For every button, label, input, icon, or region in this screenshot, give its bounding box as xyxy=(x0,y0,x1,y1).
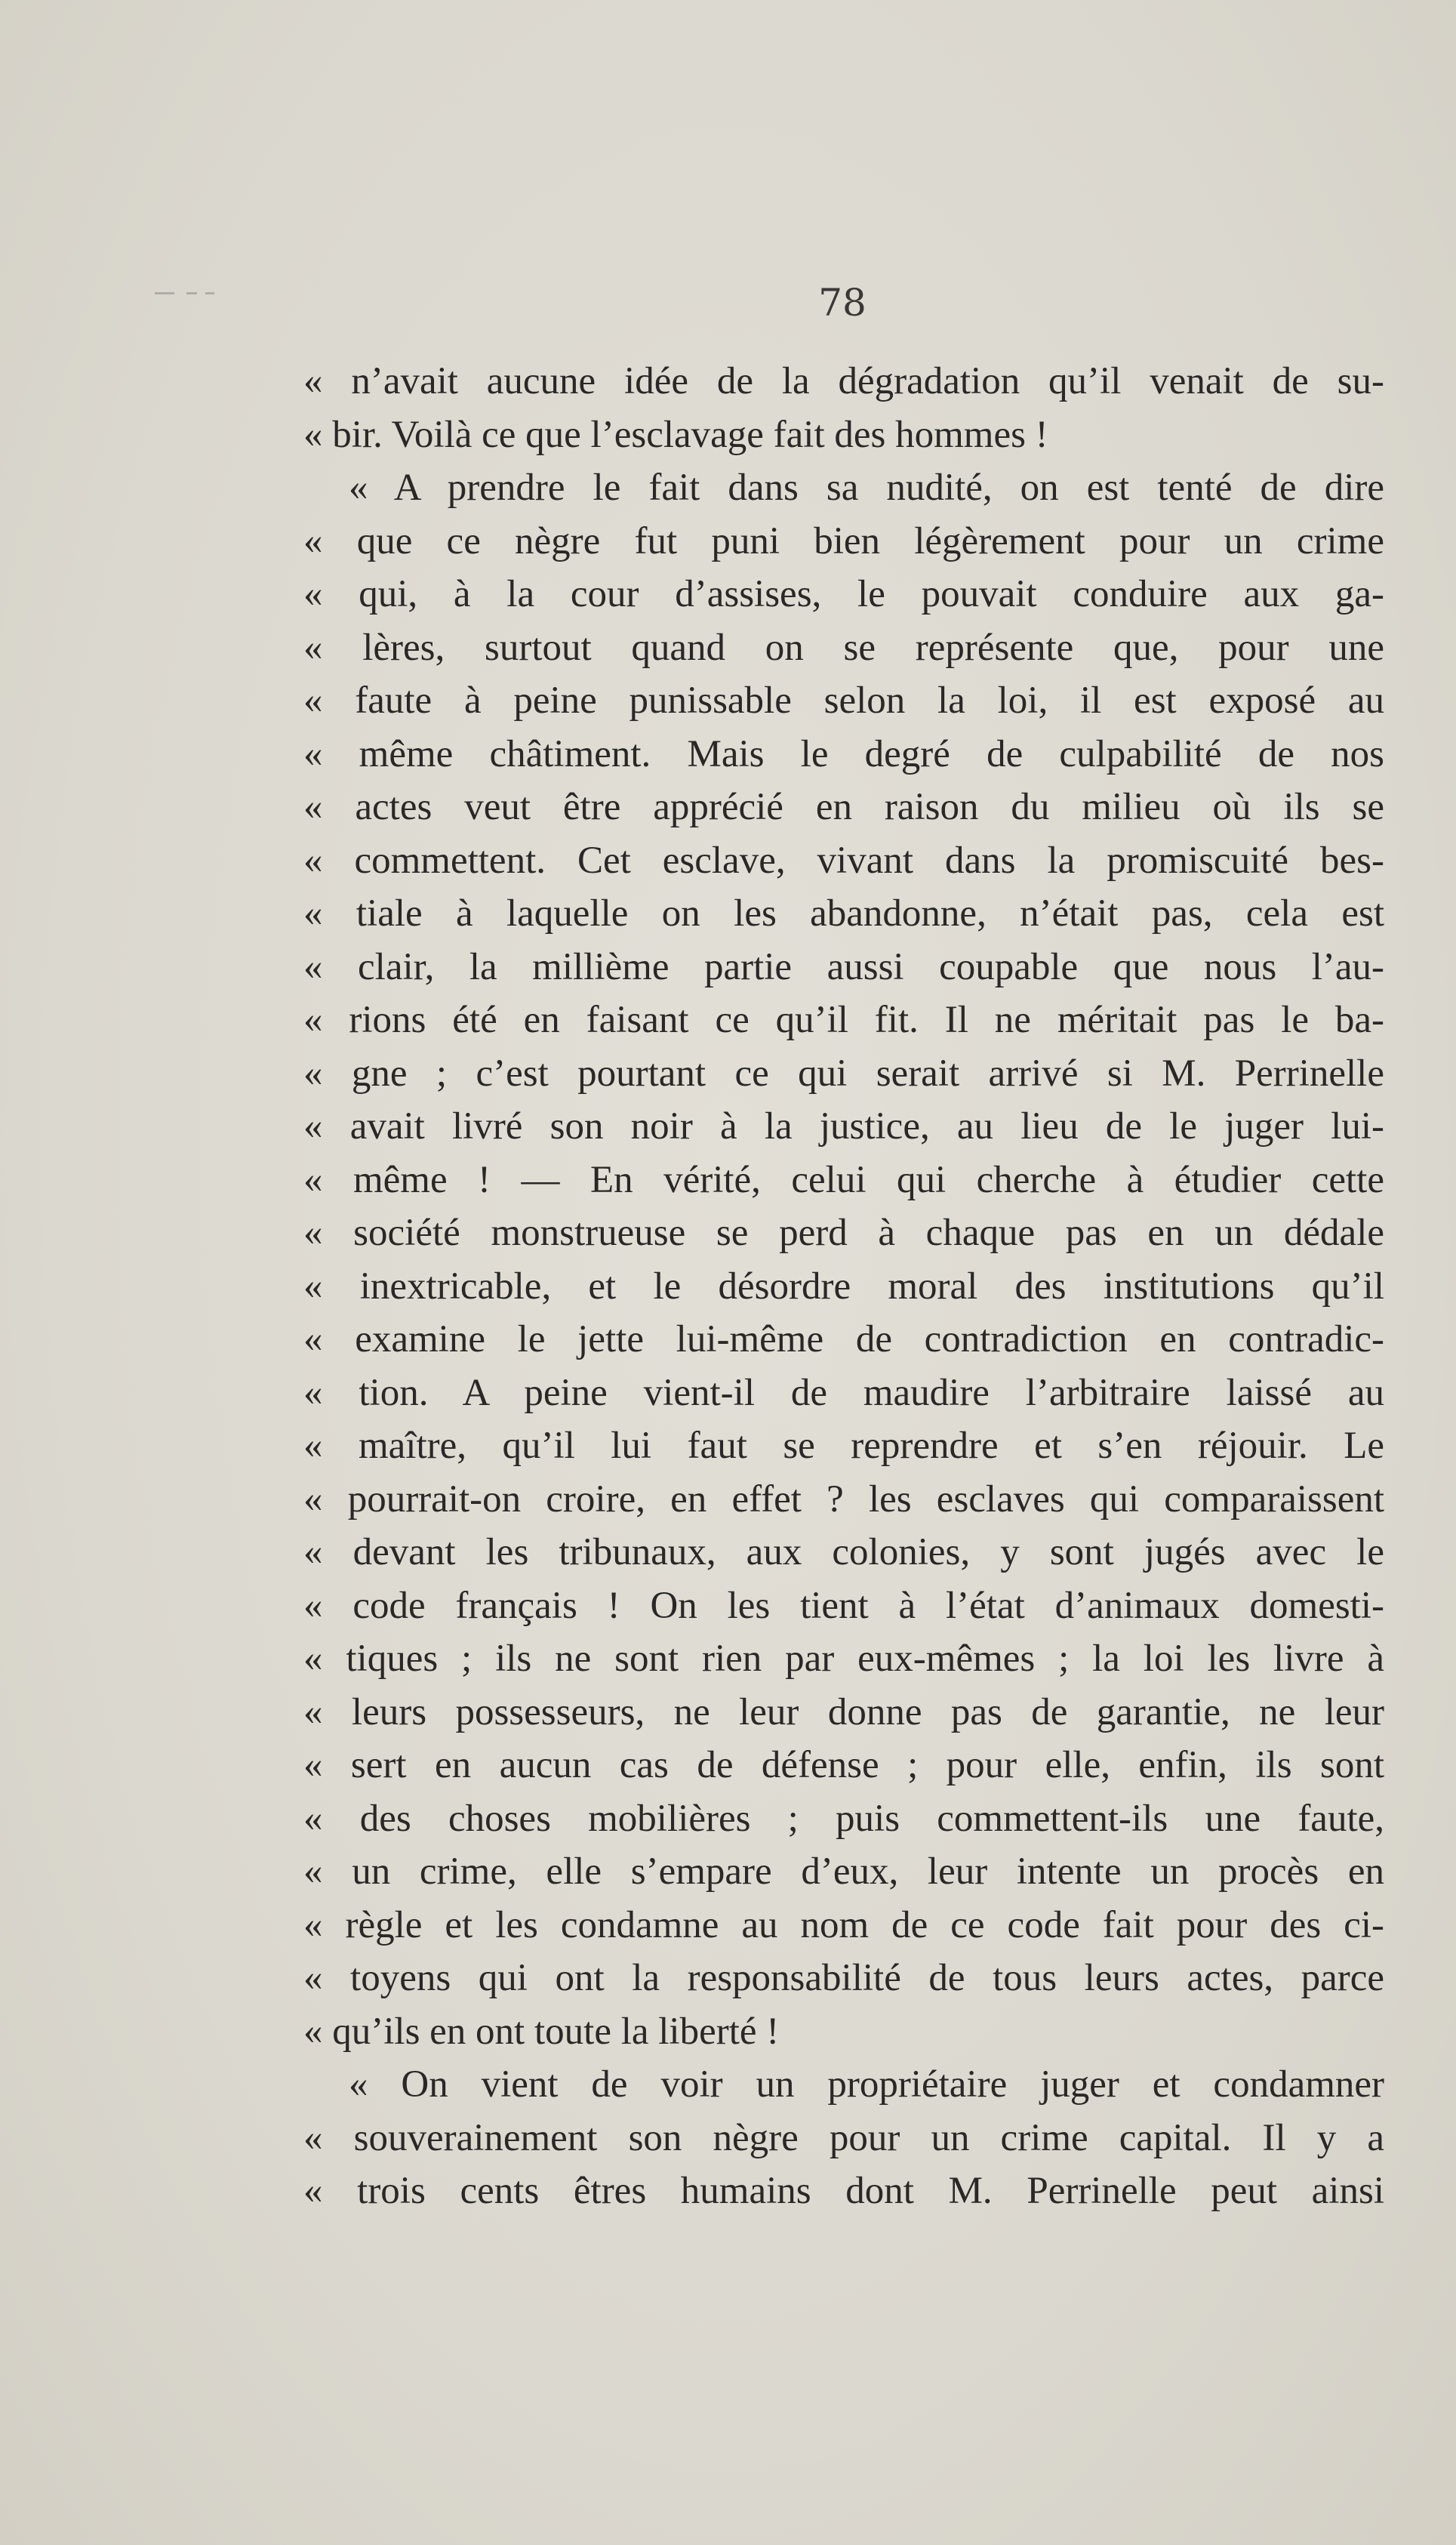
text-line: « trois cents êtres humains dont M. Perrinelle peut ainsi xyxy=(303,2170,1384,2212)
text-line: « faute à peine punissable selon la loi, il est exposé au xyxy=(303,679,1384,722)
text-line: « avait livré son noir à la justice, au lieu de le juger lui- xyxy=(303,1105,1384,1148)
text-line: « souverainement son nègre pour un crime capital. Il y a xyxy=(303,2116,1384,2159)
text-line: « lères, surtout quand on se représente que, pour une xyxy=(303,626,1384,669)
text-line: « bir. Voilà ce que l’esclavage fait des hommes ! xyxy=(303,413,1048,456)
text-line: « société monstrueuse se perd à chaque pas en un dédale xyxy=(303,1212,1384,1254)
text-line: « A prendre le fait dans sa nudité, on est tenté de dire xyxy=(349,467,1384,509)
text-line: « leurs possesseurs, ne leur donne pas de garantie, ne leur xyxy=(303,1690,1384,1733)
text-line: « qu’ils en ont toute la liberté ! xyxy=(303,2010,780,2053)
text-line: « sert en aucun cas de défense ; pour elle, enfin, ils sont xyxy=(303,1744,1384,1786)
text-line: « maître, qu’il lui faut se reprendre et s’en réjouir. Le xyxy=(303,1425,1384,1467)
text-line: « devant les tribunaux, aux colonies, y sont jugés avec le xyxy=(303,1531,1384,1573)
text-line: « pourrait-on croire, en effet ? les esclaves qui comparaissent xyxy=(303,1477,1384,1521)
text-line: « même châtiment. Mais le degré de culpabilité de nos xyxy=(303,732,1384,775)
text-line: « des choses mobilières ; puis commettent-ils une faute, xyxy=(303,1797,1384,1840)
text-line: « tion. A peine vient-il de maudire l’arbitraire laissé au xyxy=(303,1371,1384,1414)
text-line: « actes veut être apprécié en raison du milieu où ils se xyxy=(303,786,1384,828)
text-line: « gne ; c’est pourtant ce qui serait arrivé si M. Perrinelle xyxy=(303,1052,1384,1095)
text-line: « inextricable, et le désordre moral des institutions qu’il xyxy=(303,1265,1384,1308)
page-number: 78 xyxy=(818,281,867,325)
text-line: « rions été en faisant ce qu’il fit. Il ne méritait pas le ba- xyxy=(303,999,1384,1041)
text-line: « règle et les condamne au nom de ce code fait pour des ci- xyxy=(303,1903,1384,1946)
text-line: « que ce nègre fut puni bien légèrement pour un crime xyxy=(303,519,1384,562)
text-line: « code français ! On les tient à l’état d’animaux domesti- xyxy=(303,1584,1384,1627)
text-line: « commettent. Cet esclave, vivant dans la promiscuité bes- xyxy=(303,839,1384,882)
text-line: « même ! — En vérité, celui qui cherche à étudier cette xyxy=(303,1158,1384,1201)
text-line: « un crime, elle s’empare d’eux, leur intente un procès en xyxy=(303,1850,1384,1893)
text-line: « On vient de voir un propriétaire juger et condamner xyxy=(349,2063,1384,2106)
text-line: « qui, à la cour d’assises, le pouvait conduire aux ga- xyxy=(303,573,1384,615)
text-line: « tiques ; ils ne sont rien par eux-mêmes ; la loi les livre à xyxy=(303,1638,1384,1680)
text-line: « n’avait aucune idée de la dégradation qu’il venait de su- xyxy=(303,360,1384,402)
text-line: « examine le jette lui-même de contradiction en contradic- xyxy=(303,1318,1384,1360)
body-text xyxy=(303,355,1384,2218)
text-line: « tiale à laquelle on les abandonne, n’était pas, cela est xyxy=(303,892,1384,935)
text-line: « clair, la millième partie aussi coupable que nous l’au- xyxy=(303,945,1384,988)
text-line: « toyens qui ont la responsabilité de tous leurs actes, parce xyxy=(303,1957,1384,1999)
